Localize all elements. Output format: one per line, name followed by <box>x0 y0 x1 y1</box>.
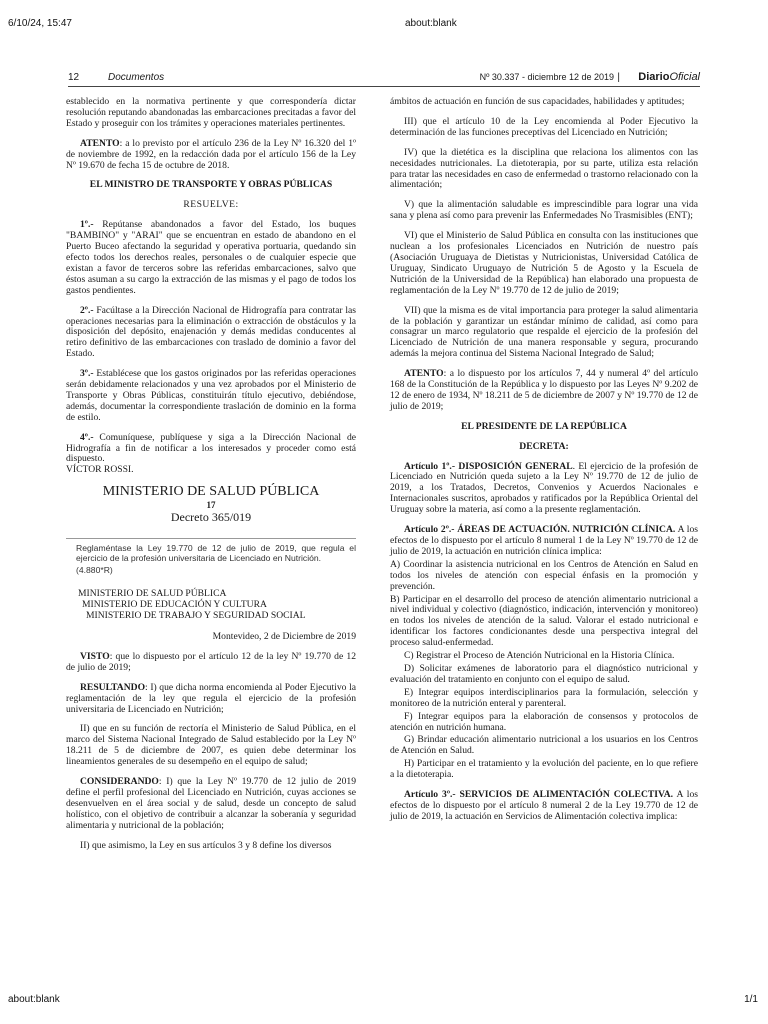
paragraph: V) que la alimentación saludable es imprescindible para lograr una vida sana y plena así como para prevenir las Enfermedades No Trasmisibles (ENT); <box>390 199 698 222</box>
page-number: 12 <box>68 72 80 83</box>
paragraph: III) que el artículo 10 de la Ley encomienda al Poder Ejecutivo la determinación de las funciones preceptivas del Licenciado en Nutrición; <box>390 115 698 138</box>
ministry-line: MINISTERIO DE EDUCACIÓN Y CULTURA <box>82 599 267 611</box>
paragraph-visto: VISTO: que lo dispuesto por el artículo 12 de la ley Nº 19.770 de 12 de julio de 2019; <box>66 650 356 673</box>
paragraph: VII) que la misma es de vital importancia para proteger la salud alimentaria de la población y garantizar un estándar mínimo de calidad, así como para consagrar un marco regulatorio que respalde el ejercicio de la profesión del Licenciado de Nutrición de una manera responsable y segura, procurando además la mejora continua del Sistema Nacional Integrado de Salud; <box>390 304 698 360</box>
list-item: G) Brindar educación alimentario nutricional a los usuarios en los Centros de Atención en Salud. <box>390 734 698 757</box>
right-column <box>390 97 698 832</box>
summary-rule <box>66 538 356 539</box>
resolution-4: 4º.- Comuníquese, publíquese y siga a la Dirección Nacional de Hidrografía a fin de notificar a los interesados y proceder como está dispuesto. <box>66 431 356 465</box>
print-title: about:blank <box>405 18 457 29</box>
list-item: E) Integrar equipos interdisciplinarios para la formulación, selección y monitoreo de la nutrición enteral y parenteral. <box>390 686 698 709</box>
print-footer-page: 1/1 <box>744 994 758 1005</box>
list-item: B) Participar en el desarrollo del proceso de atención alimentario nutricional a nivel individual y colectivo (diagnóstico, indicación, intervención y monitoreo) en todos los niveles de atención de la salud. Valorar el estado nutricional e identificar los factores condicionantes desde una perspectiva integral del proceso salud-enfermedad. <box>390 593 698 649</box>
heading-minister: EL MINISTRO DE TRANSPORTE Y OBRAS PÚBLICAS <box>89 179 333 191</box>
article-2 <box>390 525 698 781</box>
article-1: Artículo 1º.- DISPOSICIÓN GENERAL. El ejercicio de la profesión de Licenciado en Nutrición queda sujeto a la Ley Nº 19.770 de 12 de julio de 2019, a los Tratados, Decretos, Convenios y Acuerdos Nacionales e Internacionales suscritos, aprobados y ratificados por la República Oriental del Uruguay sobre la materia, así como a la presente reglamentación. <box>390 460 698 516</box>
list-item: F) Integrar equipos para la elaboración de consensos y protocolos de atención en nutrición humana. <box>390 710 698 733</box>
paragraph: ámbitos de actuación en función de sus capacidades, habilidades y aptitudes; <box>390 96 685 107</box>
ministries-list <box>66 589 356 622</box>
section-name: Documentos <box>108 72 165 83</box>
ministry-title: MINISTERIO DE SALUD PÚBLICA <box>102 484 320 500</box>
header-separator: | <box>617 72 620 83</box>
issue-info: Nº 30.337 - diciembre 12 de 2019 <box>479 72 614 82</box>
paragraph-resultando: RESULTANDO: I) que dicha norma encomienda al Poder Ejecutivo la reglamentación de la ley que regula el ejercicio de la profesión universitaria de Licenciado en Nutrición; <box>66 681 356 715</box>
summary-code: (4.880*R) <box>76 565 113 576</box>
list-item: H) Participar en el tratamiento y la evolución del paciente, en lo que refiere a la dietoterapia. <box>390 758 698 781</box>
resolution-1: 1º.- Repútanse abandonados a favor del Estado, los buques "BAMBINO" y "ARAI" que se encuentran en estado de abandono en el Puerto Buceo afectando la seguridad y operativa portuaria, quedando sin efecto todos los derechos reales, personales o de cualquier especie que existan a favor de terceros sobre las referidas embarcaciones, salvo que éstos asuman a su cargo la extracción de las mismas y el pago de todos los gastos pendientes. <box>66 219 356 296</box>
list-item: D) Solicitar exámenes de laboratorio para el diagnóstico nutricional y evaluación del tratamiento en conjunto con el equipo de salud. <box>390 662 698 685</box>
paragraph-atento: ATENTO: a lo dispuesto por los artículos 7, 44 y numeral 4º del artículo 168 de la Constitución de la República y lo dispuesto por las Leyes Nº 9.202 de 12 de enero de 1934, Nº 18.211 de 5 de diciembre de 2007 y Nº 19.770 de 12 de julio de 2019; <box>390 368 698 412</box>
ministry-line: MINISTERIO DE SALUD PÚBLICA <box>78 588 227 600</box>
article-2-intro: Artículo 2º.- ÁREAS DE ACTUACIÓN. NUTRICIÓN CLÍNICA. A los efectos de lo dispuesto por el artículo 8 numeral 1 de la Ley Nº 19.770 de 12 de julio de 2019, la actuación en nutrición clínica implica: <box>390 524 698 557</box>
heading-resuelve: RESUELVE: <box>183 199 239 211</box>
list-item: C) Registrar el Proceso de Atención Nutricional en la Historia Clínica. <box>404 650 675 662</box>
header-rule <box>68 86 700 87</box>
paragraph: establecido en la normativa pertinente y que correspondería dictar resolución reputando abandonadas las embarcaciones precitadas a favor del Estado y proseguir con los trámites y operaciones materiales pertinentes. <box>66 96 356 129</box>
summary-text: Reglaméntase la Ley 19.770 de 12 de julio de 2019, que regula el ejercicio de la profesión universitaria de Licenciado en Nutrición. <box>76 543 356 564</box>
decree-summary <box>66 543 356 575</box>
ministry-line: MINISTERIO DE TRABAJO Y SEGURIDAD SOCIAL <box>86 610 306 622</box>
paragraph: VI) que el Ministerio de Salud Pública en consulta con las instituciones que nuclean a los profesionales Licenciados en Nutrición de nuestro país (Asociación Uruguaya de Dietistas y Nutricionistas, Universidad Católica de Uruguay, Sindicato Uruguayo de Nutrición 5 de Agosto y la Escuela de Nutrición de la Universidad de la República) han elaborado una propuesta de reglamentación de la Ley Nº 19.770 de 12 de julio de 2019; <box>390 230 698 296</box>
resolution-3: 3º.- Establécese que los gastos originados por las referidas operaciones serán debidamente relacionados y una vez aprobados por el Ministerio de Transporte y Obras Públicas, constituirán título ejecutivo, debiéndose, además, documentar la correspondiente traslación de dominio en la forma de estilo. <box>66 368 356 423</box>
paragraph-considerando-2: II) que asimismo, la Ley en sus artículos 3 y 8 define los diversos <box>80 839 332 851</box>
brand-italic: Oficial <box>669 71 700 83</box>
paragraph-atento: ATENTO: a lo previsto por el artículo 236 de la Ley Nº 16.320 del 1º de noviembre de 1992, en la redacción dada por el artículo 156 de la Ley Nº 19.670 de fecha 15 de octubre de 2018. <box>66 137 356 171</box>
print-datetime: 6/10/24, 15:47 <box>8 18 72 29</box>
heading-president: EL PRESIDENTE DE LA REPÚBLICA <box>461 420 627 432</box>
place-date: Montevideo, 2 de Diciembre de 2019 <box>212 631 356 642</box>
brand-logo <box>638 71 700 83</box>
paragraph-resultando-2: II) que en su función de rectoría el Ministerio de Salud Pública, en el marco del Sistema Nacional Integrado de Salud establecido por la Ley Nº 18.211 de 5 de diciembre de 2007, es quien debe determinar los lineamientos generales de su desempeño en el equipo de salud; <box>66 723 356 768</box>
signature: VÍCTOR ROSSI. <box>66 464 134 476</box>
paragraph-considerando: CONSIDERANDO: I) que la Ley Nº 19.770 de 12 julio de 2019 define el perfil profesional del Licenciado en Nutrición, cuyas acciones se desenvuelven en el área social y de salud, desde un concepto de salud holístico, con el objetivo de contribuir a alcanzar la soberanía y seguridad alimentaria y nutricional de la población; <box>66 776 356 831</box>
left-column <box>66 97 356 861</box>
brand-bold: Diario <box>638 71 670 83</box>
resolution-2: 2º.- Facúltase a la Dirección Nacional de Hidrografía para contratar las operaciones necesarias para la eliminación o extracción de obstáculos y la disposición del depósito, enajenación y demás medidas conducentes al retiro definitivo de las embarcaciones con traslado de dominio a favor del Estado. <box>66 304 356 360</box>
decree-number: 17 <box>206 500 216 511</box>
heading-decreta: DECRETA: <box>519 440 569 452</box>
paragraph: IV) que la dietética es la disciplina que relaciona los alimentos con las necesidades nutricionales. La dietoterapia, por su parte, utiliza esta relación para tratar las necesidades en caso de enfermedad o trastorno relacionado con la alimentación; <box>390 146 698 191</box>
decree-name: Decreto 365/019 <box>170 510 252 525</box>
page-header <box>68 72 700 86</box>
list-item: A) Coordinar la asistencia nutricional en los Centros de Atención en Salud en todos los niveles de atención con especial énfasis en la promoción y prevención. <box>390 558 698 592</box>
print-footer-url: about:blank <box>8 994 60 1005</box>
article-3: Artículo 3º.- SERVICIOS DE ALIMENTACIÓN COLECTIVA. A los efectos de lo dispuesto por el artículo 8 numeral 2 de la Ley 19.770 de 12 de julio de 2019, la actuación en Servicios de Alimentación colectiva implica: <box>390 789 698 822</box>
